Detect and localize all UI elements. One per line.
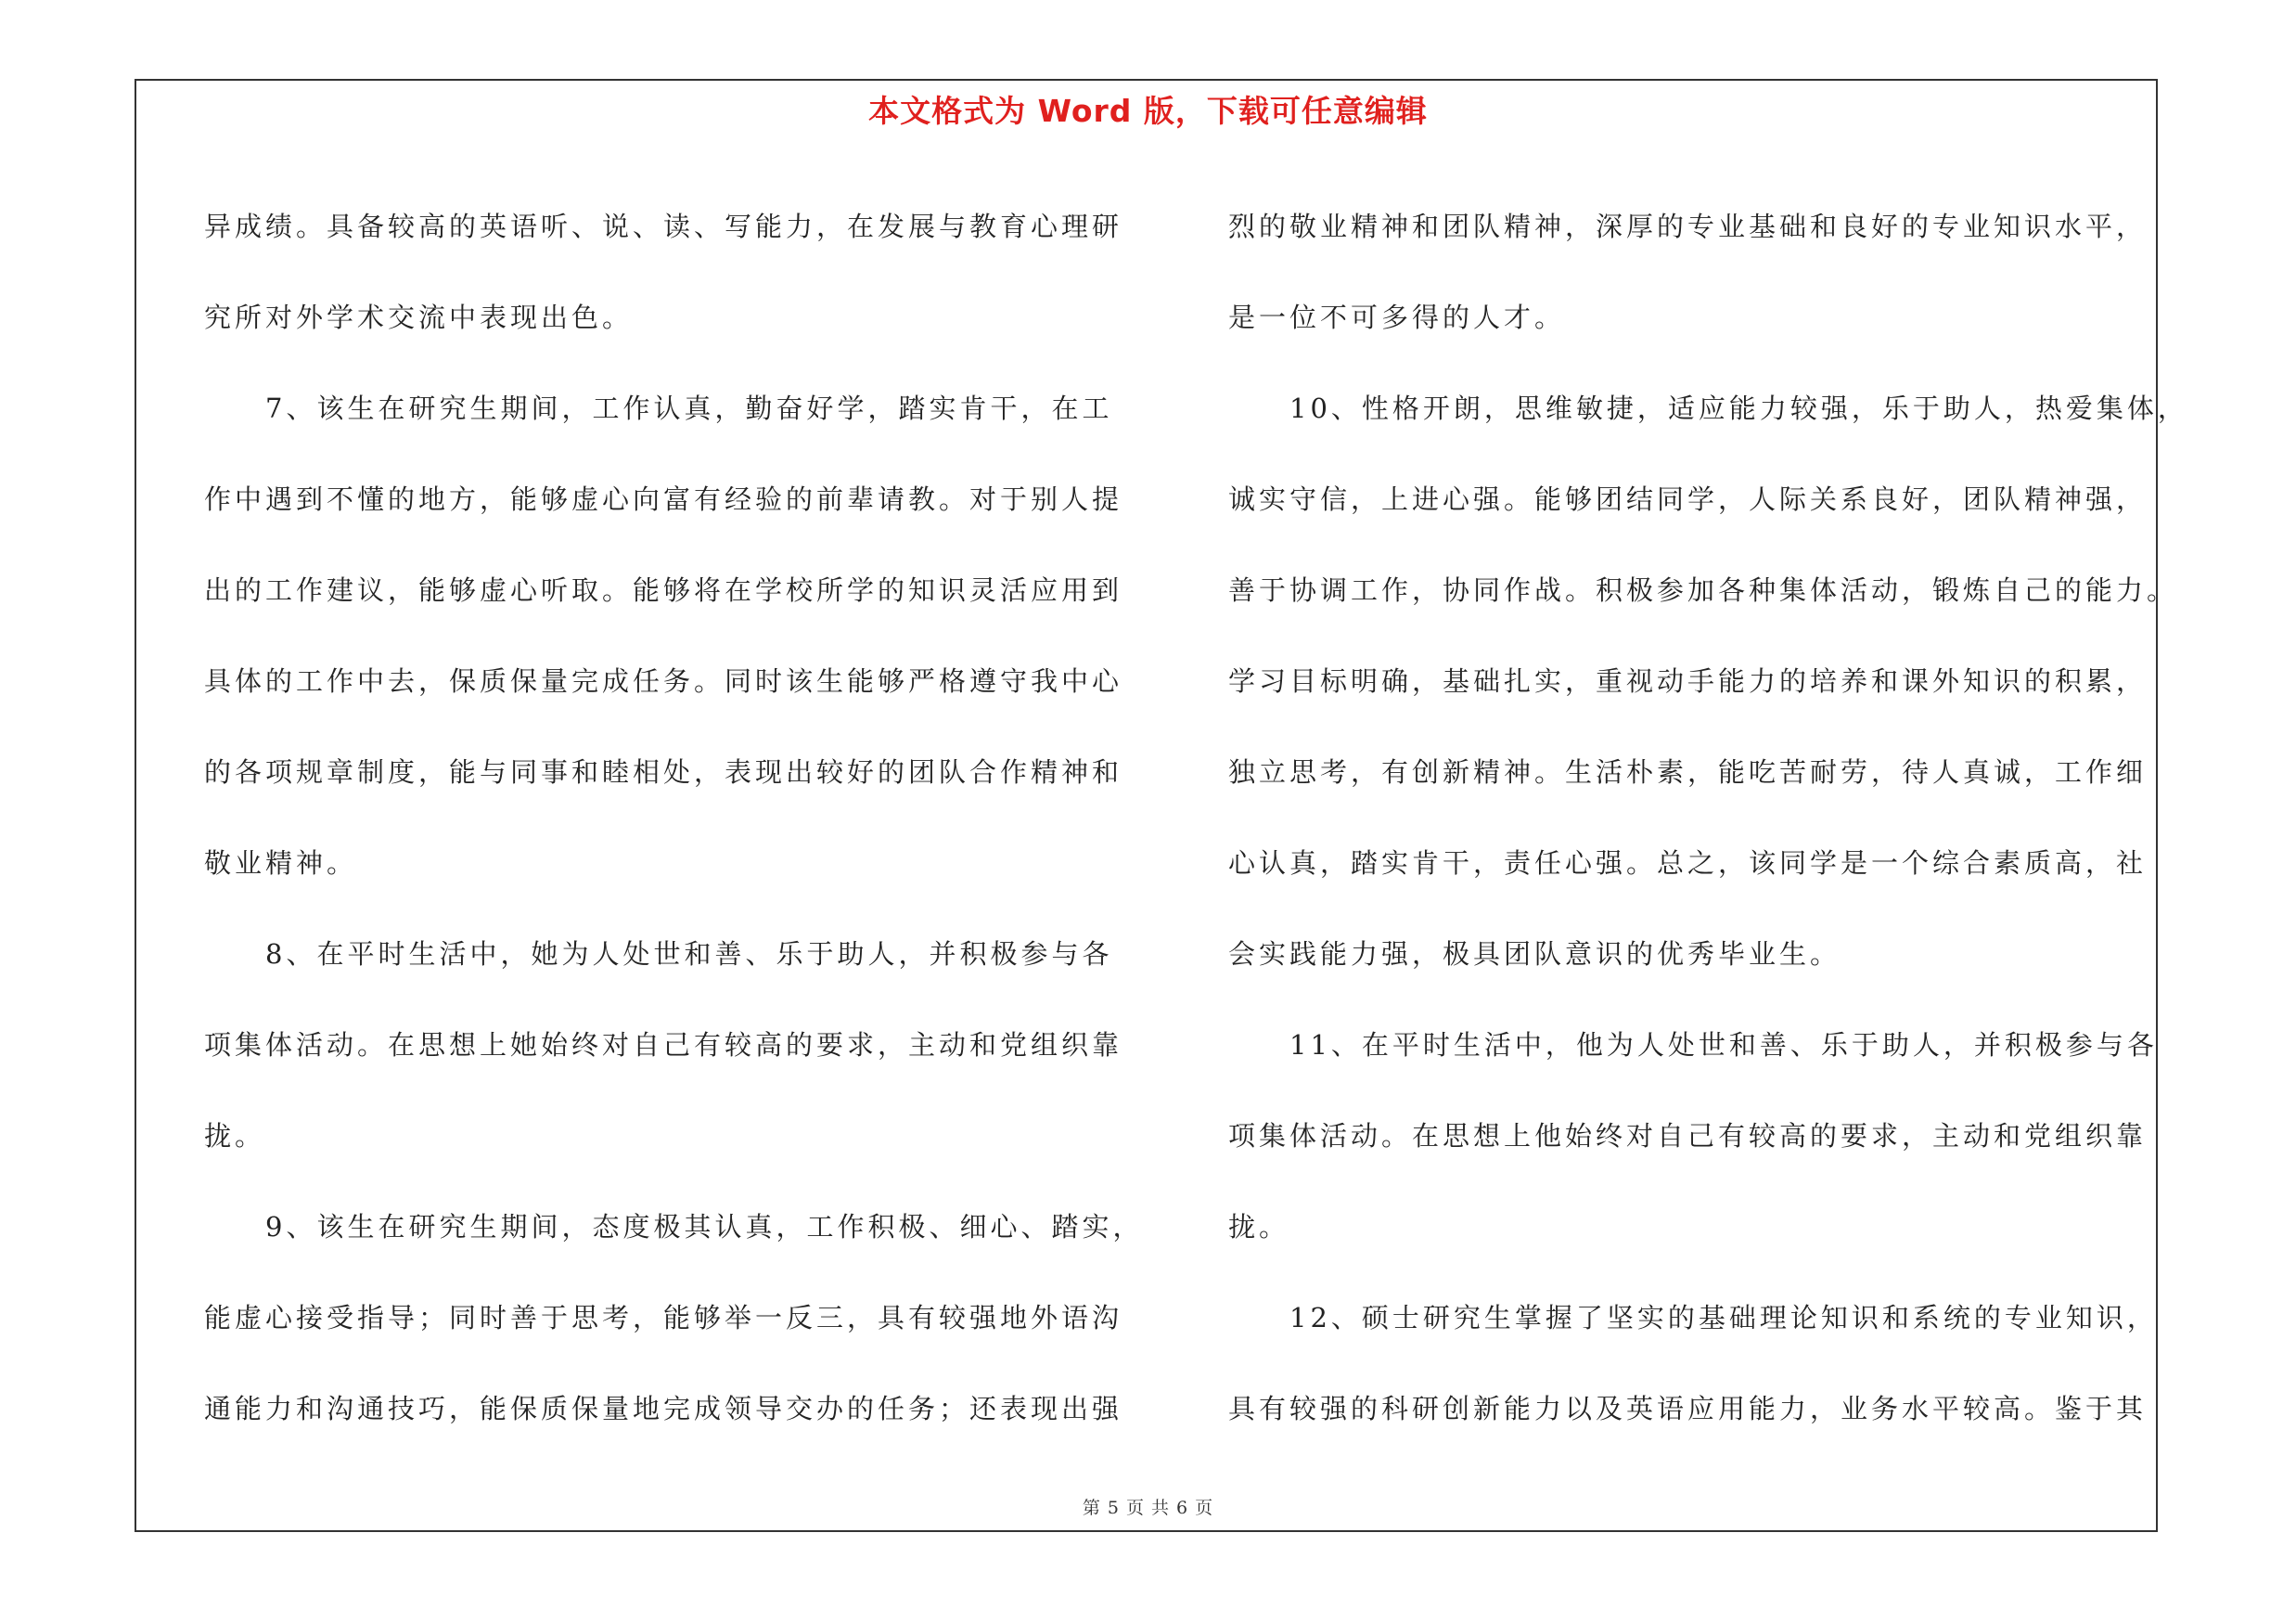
text-line: 具体的工作中去，保质保量完成任务。同时该生能够严格遵守我中心 — [204, 665, 1123, 697]
text-line: 是一位不可多得的人才。 — [1228, 302, 1566, 333]
text-line: 善于协调工作，协同作战。积极参加各种集体活动，锻炼自己的能力。 — [1228, 574, 2178, 606]
text-line: 具有较强的科研创新能力以及英语应用能力，业务水平较高。鉴于其 — [1228, 1393, 2148, 1424]
text-line: 10、性格开朗，思维敏捷，适应能力较强，乐于助人，热爱集体， — [1228, 393, 2188, 424]
text-line: 项集体活动。在思想上她始终对自己有较高的要求，主动和党组织靠 — [204, 1029, 1123, 1061]
text-line: 烈的敬业精神和团队精神，深厚的专业基础和良好的专业知识水平， — [1228, 211, 2148, 242]
text-line: 拢。 — [204, 1120, 266, 1152]
text-line: 诚实守信，上进心强。能够团结同学，人际关系良好，团队精神强， — [1228, 483, 2148, 515]
text-line: 敬业精神。 — [204, 847, 358, 879]
text-line: 心认真，踏实肯干，责任心强。总之，该同学是一个综合素质高，社 — [1228, 847, 2148, 879]
text-line: 7、该生在研究生期间，工作认真，勤奋好学，踏实肯干，在工 — [204, 393, 1113, 424]
text-line: 能虚心接受指导；同时善于思考，能够举一反三，具有较强地外语沟 — [204, 1302, 1123, 1333]
text-line: 8、在平时生活中，她为人处世和善、乐于助人，并积极参与各 — [204, 938, 1113, 970]
text-line: 拢。 — [1228, 1211, 1290, 1243]
text-line: 项集体活动。在思想上他始终对自己有较高的要求，主动和党组织靠 — [1228, 1120, 2148, 1152]
left-column — [204, 181, 1144, 1454]
page-number: 第 5 页 共 6 页 — [1082, 1498, 1214, 1518]
text-line: 12、硕士研究生掌握了坚实的基础理论知识和系统的专业知识， — [1228, 1302, 2158, 1333]
text-line: 出的工作建议，能够虚心听取。能够将在学校所学的知识灵活应用到 — [204, 574, 1123, 606]
document-header: 本文格式为 Word 版，下载可任意编辑 — [868, 93, 1428, 129]
text-line: 11、在平时生活中，他为人处世和善、乐于助人，并积极参与各 — [1228, 1029, 2158, 1061]
text-line: 的各项规章制度，能与同事和睦相处，表现出较好的团队合作精神和 — [204, 756, 1123, 788]
text-line: 会实践能力强，极具团队意识的优秀毕业生。 — [1228, 938, 1841, 970]
text-line: 究所对外学术交流中表现出色。 — [204, 302, 634, 333]
text-line: 学习目标明确，基础扎实，重视动手能力的培养和课外知识的积累， — [1228, 665, 2148, 697]
text-line: 异成绩。具备较高的英语听、说、读、写能力，在发展与教育心理研 — [204, 211, 1123, 242]
right-column — [1228, 181, 2188, 1454]
text-line: 独立思考，有创新精神。生活朴素，能吃苦耐劳，待人真诚，工作细 — [1228, 756, 2148, 788]
text-line: 9、该生在研究生期间，态度极其认真，工作积极、细心、踏实， — [204, 1211, 1144, 1243]
text-line: 通能力和沟通技巧，能保质保量地完成领导交办的任务；还表现出强 — [204, 1393, 1123, 1424]
text-line: 作中遇到不懂的地方，能够虚心向富有经验的前辈请教。对于别人提 — [204, 483, 1123, 515]
